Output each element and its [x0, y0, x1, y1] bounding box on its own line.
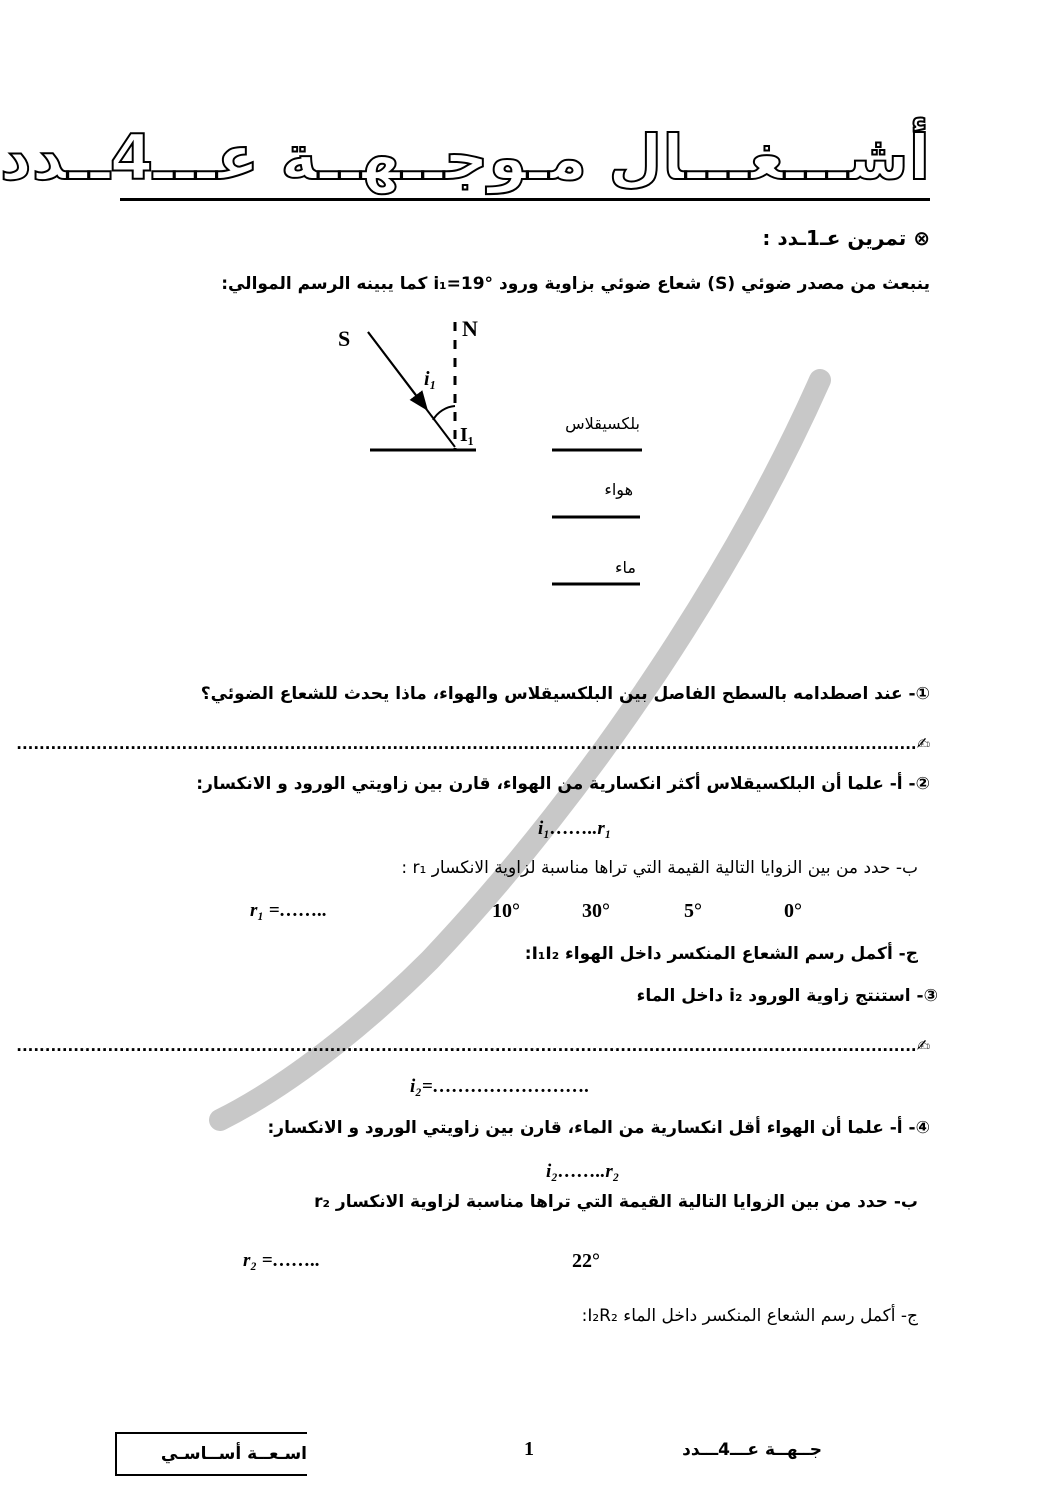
option-22[interactable]: 22° — [572, 1250, 600, 1272]
answer-line-1[interactable]: ✍.............................................................................................................................................................. — [16, 734, 930, 753]
option-10[interactable]: 10° — [492, 900, 520, 922]
angle-arc — [433, 406, 455, 420]
label-i1: i₁ — [424, 368, 437, 390]
page-title: أشـــغـــال مـوجــهــة عـــ4ــدد — [120, 118, 930, 201]
answer-line-3[interactable]: ✍.............................................................................................................................................................. — [16, 1036, 930, 1055]
label-s: S — [338, 326, 351, 351]
question-2a: ②- أ- علما أن البلكسيقلاس أكثر انكسارية من الهواء، قارن بين زاويتي الورود و الانكسار: — [196, 774, 930, 794]
label-n: N — [462, 316, 478, 341]
answer-i2[interactable]: i₂=……………………. — [410, 1076, 590, 1097]
intro-text: ينبعث من مصدر ضوئي (S) شعاع ضوئي بزاوية ورود i₁=19° كما يبينه الرسم الموالي: — [221, 274, 930, 294]
question-4a: ④- أ- علما أن الهواء أقل انكسارية من الماء، قارن بين زاويتي الورود و الانكسار: — [267, 1118, 930, 1138]
page-number: 1 — [524, 1438, 534, 1460]
answer-r1[interactable]: r₁ =…….. — [250, 900, 328, 921]
medium-air: هواء — [604, 480, 633, 499]
pen-icon: ✍ — [916, 734, 930, 753]
footer-level-box: اسـعــة أســاسـي — [115, 1432, 307, 1476]
question-1: ①- عند اصطدامه بالسطح الفاصل بين البلكسيقلاس والهواء، ماذا يحدث للشعاع الضوئي؟ — [200, 684, 930, 704]
footer-title: جــهــة عـــ4ـــدد — [682, 1440, 822, 1460]
label-point-i1: I₁ — [460, 424, 474, 446]
exercise-heading: ⊗ تمرين عـ1ـدد : — [762, 226, 930, 250]
compare-i2-r2: i₂……..r₂ — [546, 1161, 620, 1182]
question-4c: ج- أكمل رسم الشعاع المنكسر داخل الماء I₂R₂: — [581, 1306, 918, 1326]
compare-i1-r1: i₁……..r₁ — [538, 818, 612, 839]
incident-ray — [368, 332, 422, 403]
refraction-diagram — [330, 310, 670, 600]
option-30[interactable]: 30° — [582, 900, 610, 922]
option-5[interactable]: 5° — [684, 900, 702, 922]
question-3: ③- استنتج زاوية الورود i₂ داخل الماء — [636, 986, 938, 1006]
pen-icon: ✍ — [916, 1036, 930, 1055]
medium-water: ماء — [615, 558, 636, 577]
question-4b: ب- حدد من بين الزوايا التالية القيمة التي تراها مناسبة لزاوية الانكسار r₂ — [314, 1192, 918, 1212]
question-2b: ب- حدد من بين الزوايا التالية القيمة التي تراها مناسبة لزاوية الانكسار r₁ : — [401, 858, 918, 878]
question-2c: ج- أكمل رسم الشعاع المنكسر داخل الهواء I₁I₂: — [524, 944, 918, 964]
medium-plexiglass: بلكسيقلاس — [565, 414, 640, 433]
answer-r2[interactable]: r₂ =…….. — [243, 1250, 321, 1271]
option-0[interactable]: 0° — [784, 900, 802, 922]
exercise-symbol-icon: ⊗ — [913, 226, 930, 250]
